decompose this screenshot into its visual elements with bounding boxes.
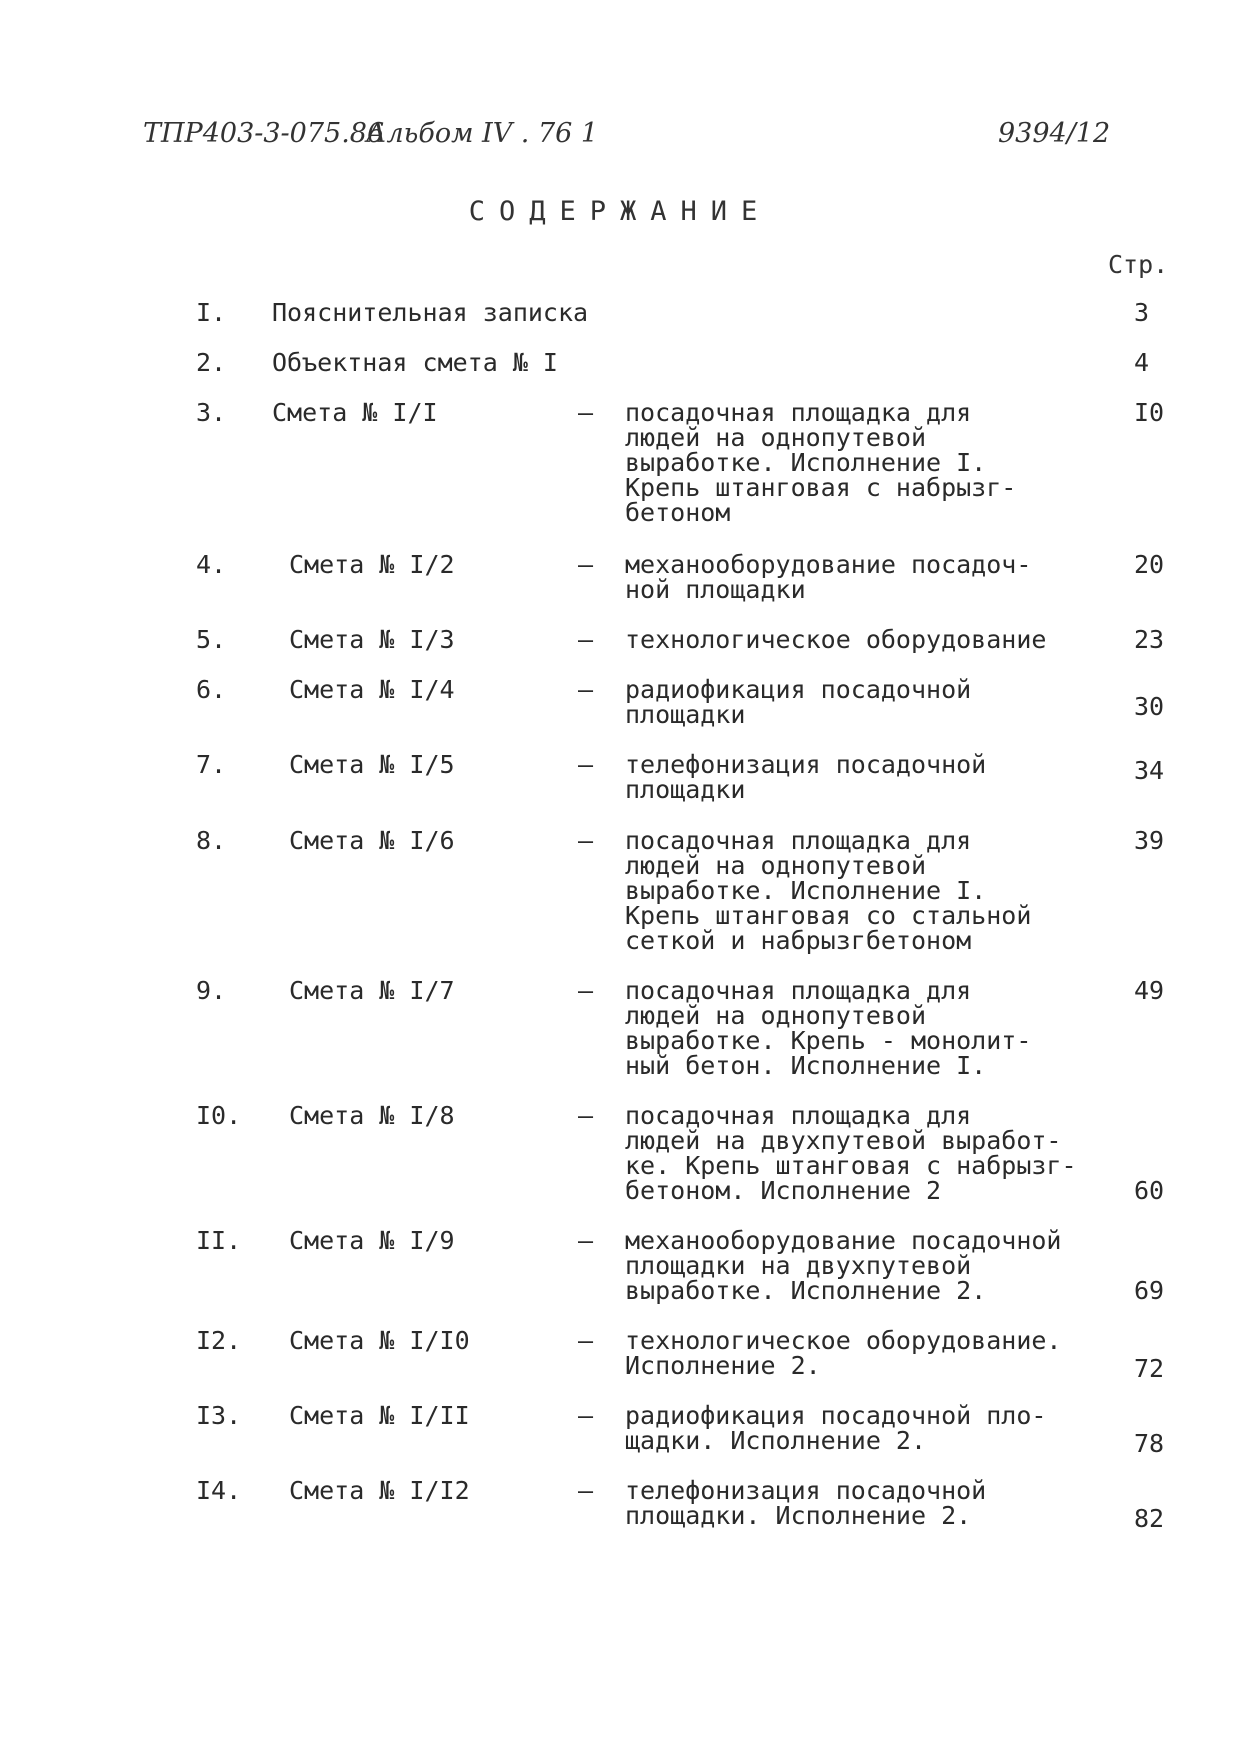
entry-number: 6. xyxy=(196,675,227,704)
entry-dash: – xyxy=(578,976,594,1005)
page-column-label: Стр. xyxy=(1108,250,1169,279)
entry-dash: – xyxy=(578,550,594,579)
entry-description: посадочная площадка для людей на однопутевой выработке. Крепь - монолит- ный бетон. Исполнение I. xyxy=(625,976,1032,1080)
entry-title: Смета № I/6 xyxy=(289,826,455,855)
entry-title: Пояснительная записка xyxy=(272,298,589,327)
entry-description: посадочная площадка для людей на однопутевой выработке. Исполнение I. Крепь штанговая со стальной сеткой и набрызгбетоном xyxy=(625,826,1032,955)
page-title: СОДЕРЖАНИЕ xyxy=(468,196,772,227)
entry-number: I0. xyxy=(196,1101,242,1130)
entry-dash: – xyxy=(578,1226,594,1255)
entry-title: Смета № I/9 xyxy=(289,1226,455,1255)
entry-page-number: 39 xyxy=(1134,826,1165,855)
entry-page-number: 69 xyxy=(1134,1276,1165,1305)
entry-number: 5. xyxy=(196,625,227,654)
entry-page-number: 78 xyxy=(1134,1429,1165,1458)
document-number: 9394/12 xyxy=(998,118,1111,149)
entry-title: Смета № I/3 xyxy=(289,625,455,654)
album-label: Альбом IV . 76 1 xyxy=(366,118,599,149)
entry-title: Смета № I/8 xyxy=(289,1101,455,1130)
entry-title: Смета № I/I0 xyxy=(289,1326,470,1355)
entry-dash: – xyxy=(578,1476,594,1505)
entry-number: II. xyxy=(196,1226,242,1255)
entry-description: посадочная площадка для людей на однопутевой выработке. Исполнение I. Крепь штанговая с набрызг- бетоном xyxy=(625,398,1017,527)
entry-dash: – xyxy=(578,625,594,654)
entry-title: Смета № I/I2 xyxy=(289,1476,470,1505)
entry-description: телефонизация посадочной площадки xyxy=(625,750,987,804)
entry-number: 2. xyxy=(196,348,227,377)
entry-number: 9. xyxy=(196,976,227,1005)
entry-dash: – xyxy=(578,750,594,779)
entry-title: Смета № I/5 xyxy=(289,750,455,779)
entry-title: Смета № I/7 xyxy=(289,976,455,1005)
entry-page-number: 82 xyxy=(1134,1504,1165,1533)
entry-dash: – xyxy=(578,826,594,855)
entry-page-number: 23 xyxy=(1134,625,1165,654)
entry-dash: – xyxy=(578,1101,594,1130)
entry-number: I4. xyxy=(196,1476,242,1505)
entry-page-number: 72 xyxy=(1134,1354,1165,1383)
entry-page-number: I0 xyxy=(1134,398,1165,427)
entry-description: радиофикация посадочной пло- щадки. Исполнение 2. xyxy=(625,1401,1047,1455)
entry-description: телефонизация посадочной площадки. Исполнение 2. xyxy=(625,1476,987,1530)
entry-number: I2. xyxy=(196,1326,242,1355)
entry-page-number: 34 xyxy=(1134,756,1165,785)
entry-number: I3. xyxy=(196,1401,242,1430)
entry-title: Объектная смета № I xyxy=(272,348,558,377)
entry-number: 8. xyxy=(196,826,227,855)
entry-page-number: 20 xyxy=(1134,550,1165,579)
entry-title: Смета № I/II xyxy=(289,1401,470,1430)
entry-dash: – xyxy=(578,675,594,704)
entry-title: Смета № I/4 xyxy=(289,675,455,704)
entry-number: 7. xyxy=(196,750,227,779)
project-code: ТПР403-3-075.86 xyxy=(143,118,385,149)
entry-page-number: 3 xyxy=(1134,298,1150,327)
entry-description: технологическое оборудование. Исполнение 2. xyxy=(625,1326,1062,1380)
entry-page-number: 60 xyxy=(1134,1176,1165,1205)
entry-title: Смета № I/I xyxy=(272,398,438,427)
entry-title: Смета № I/2 xyxy=(289,550,455,579)
entry-description: технологическое оборудование xyxy=(625,625,1047,654)
entry-description: механооборудование посадочной площадки на двухпутевой выработке. Исполнение 2. xyxy=(625,1226,1062,1305)
entry-page-number: 4 xyxy=(1134,348,1150,377)
entry-page-number: 30 xyxy=(1134,692,1165,721)
entry-number: 4. xyxy=(196,550,227,579)
entry-description: посадочная площадка для людей на двухпутевой выработ- ке. Крепь штанговая с набрызг- бетоном. Исполнение 2 xyxy=(625,1101,1077,1205)
entry-description: радиофикация посадочной площадки xyxy=(625,675,972,729)
entry-dash: – xyxy=(578,398,594,427)
entry-page-number: 49 xyxy=(1134,976,1165,1005)
entry-number: I. xyxy=(196,298,227,327)
entry-dash: – xyxy=(578,1326,594,1355)
entry-dash: – xyxy=(578,1401,594,1430)
entry-description: механооборудование посадоч- ной площадки xyxy=(625,550,1032,604)
entry-number: 3. xyxy=(196,398,227,427)
